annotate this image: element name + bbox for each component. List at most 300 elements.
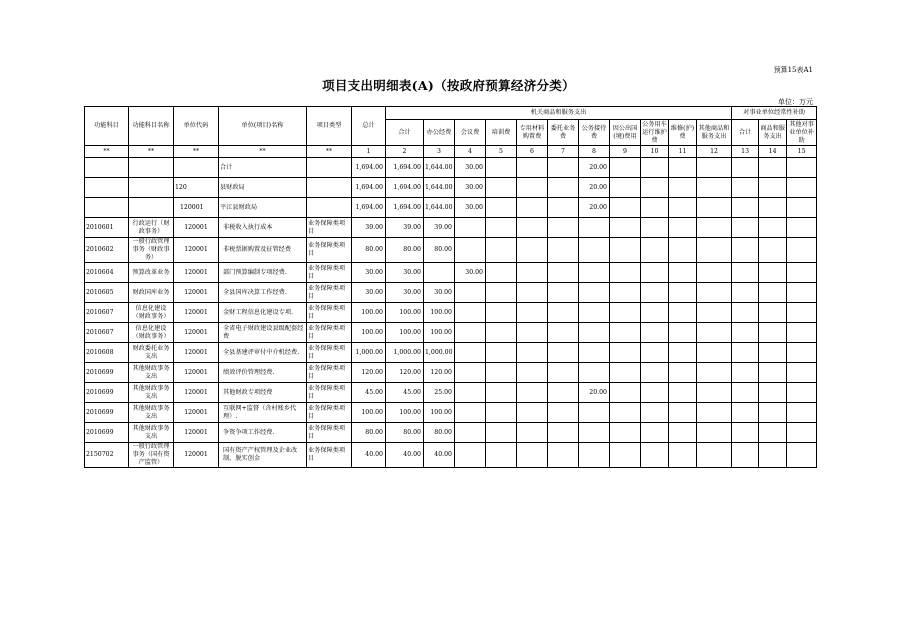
amount-cell (759, 238, 787, 263)
header-total: 总计 (352, 107, 386, 146)
amount-cell (697, 323, 732, 343)
amount-cell (610, 363, 641, 383)
amount-cell (548, 238, 579, 263)
unit-code-cell: 120001 (174, 423, 219, 443)
amount-cell (486, 238, 517, 263)
amount-cell: 39.00 (424, 218, 455, 238)
amount-cell (517, 363, 548, 383)
amount-cell (579, 218, 610, 238)
header-func-name: 功能科目名称 (129, 107, 174, 146)
amount-cell (641, 423, 669, 443)
func-name-cell: 行政运行（财政事务） (129, 218, 174, 238)
amount-cell: 100.00 (386, 303, 424, 323)
amount-cell (759, 343, 787, 363)
amount-cell (579, 343, 610, 363)
amount-cell: 1,694.00 (386, 198, 424, 218)
amount-cell (486, 218, 517, 238)
table-row (85, 423, 817, 443)
amount-cell (486, 423, 517, 443)
amount-cell (641, 158, 669, 178)
summary-row (85, 178, 817, 198)
amount-cell (579, 238, 610, 263)
amount-cell: 1,644.00 (424, 178, 455, 198)
column-index-cell: ** (129, 146, 174, 158)
project-name-cell: 绩效评价管理经费. (219, 363, 307, 383)
amount-cell (548, 383, 579, 403)
amount-cell: 100.00 (386, 403, 424, 423)
amount-cell: 1,694.00 (386, 158, 424, 178)
amount-cell: 45.00 (352, 383, 386, 403)
unit-code-cell: 120001 (174, 383, 219, 403)
amount-cell (669, 403, 697, 423)
project-name-cell: 全县基建评审付中介机经费. (219, 343, 307, 363)
amount-cell (697, 343, 732, 363)
amount-cell (517, 383, 548, 403)
amount-cell (759, 303, 787, 323)
header-group-agency-goods: 机关商品和服务支出 (386, 107, 732, 120)
amount-cell (517, 423, 548, 443)
amount-cell (610, 403, 641, 423)
table-row (85, 443, 817, 468)
amount-cell (455, 403, 486, 423)
amount-cell (548, 363, 579, 383)
amount-cell (697, 198, 732, 218)
func-code-cell: 2010699 (85, 423, 129, 443)
table-row (85, 363, 817, 383)
amount-cell (517, 343, 548, 363)
amount-cell (787, 403, 817, 423)
func-name-cell: 财政国库业务 (129, 283, 174, 303)
amount-cell (732, 238, 759, 263)
table-row (85, 263, 817, 283)
amount-cell (759, 158, 787, 178)
amount-cell (548, 198, 579, 218)
amount-cell (669, 238, 697, 263)
amount-cell: 25.00 (424, 383, 455, 403)
project-type-cell: 业务保障类项目 (307, 383, 352, 403)
amount-cell (548, 303, 579, 323)
amount-cell (610, 423, 641, 443)
func-name-cell: 其他财政事务支出 (129, 383, 174, 403)
column-index-cell: ** (219, 146, 307, 158)
header-unit-name: 单位(项目)名称 (219, 107, 307, 146)
amount-cell (669, 343, 697, 363)
amount-cell (732, 363, 759, 383)
amount-cell (579, 443, 610, 468)
project-type-cell: 业务保障类项目 (307, 238, 352, 263)
amount-cell (579, 303, 610, 323)
amount-cell: 30.00 (386, 283, 424, 303)
amount-cell (732, 303, 759, 323)
amount-cell (610, 303, 641, 323)
amount-cell (486, 263, 517, 283)
amount-cell (517, 323, 548, 343)
amount-cell (486, 158, 517, 178)
project-type-cell (307, 158, 352, 178)
func-name-cell: 其他财政事务支出 (129, 423, 174, 443)
column-index-row (85, 146, 817, 158)
header-a-col: 其他商品和服务支出 (697, 120, 732, 146)
table-row (85, 218, 817, 238)
amount-cell: 30.00 (386, 263, 424, 283)
amount-cell (787, 383, 817, 403)
table-row (85, 238, 817, 263)
amount-cell (486, 178, 517, 198)
amount-cell (697, 363, 732, 383)
amount-cell: 40.00 (352, 443, 386, 468)
amount-cell (486, 363, 517, 383)
header-a-col: 培训费 (486, 120, 517, 146)
amount-cell (697, 423, 732, 443)
project-name-cell: 合计 (219, 158, 307, 178)
header-a-col: 办公经费 (424, 120, 455, 146)
column-index-cell: 8 (579, 146, 610, 158)
project-name-cell: 全县国库决算工作经费. (219, 283, 307, 303)
amount-cell (697, 443, 732, 468)
header-a-col: 会议费 (455, 120, 486, 146)
unit-code-cell: 120001 (174, 263, 219, 283)
amount-cell (669, 218, 697, 238)
amount-cell: 80.00 (352, 423, 386, 443)
amount-cell: 100.00 (424, 303, 455, 323)
amount-cell: 30.00 (455, 263, 486, 283)
project-name-cell: 非税票据购置及征管经费 (219, 238, 307, 263)
amount-cell (517, 303, 548, 323)
amount-cell (787, 158, 817, 178)
amount-cell: 30.00 (455, 198, 486, 218)
amount-cell (787, 303, 817, 323)
project-type-cell: 业务保障类项目 (307, 323, 352, 343)
func-name-cell: 财政委托业务支出 (129, 343, 174, 363)
amount-cell (732, 218, 759, 238)
amount-cell (610, 158, 641, 178)
amount-cell (732, 158, 759, 178)
amount-cell: 100.00 (424, 403, 455, 423)
amount-cell (759, 283, 787, 303)
func-name-cell: 信息化建设（财政事务） (129, 323, 174, 343)
header-unit-code: 单位代码 (174, 107, 219, 146)
amount-cell (669, 303, 697, 323)
column-index-cell: ** (85, 146, 129, 158)
form-code: 预算15表A1 (773, 66, 813, 74)
amount-cell (610, 198, 641, 218)
unit-code-cell: 120001 (174, 363, 219, 383)
amount-cell (669, 198, 697, 218)
amount-cell (610, 178, 641, 198)
amount-cell: 80.00 (352, 238, 386, 263)
amount-cell (787, 443, 817, 468)
amount-cell (548, 343, 579, 363)
amount-cell: 120.00 (386, 363, 424, 383)
project-type-cell: 业务保障类项目 (307, 363, 352, 383)
amount-cell: 30.00 (424, 283, 455, 303)
amount-cell (610, 443, 641, 468)
amount-cell (641, 263, 669, 283)
amount-cell: 1,694.00 (352, 158, 386, 178)
unit-code-cell (174, 158, 219, 178)
amount-cell (517, 178, 548, 198)
column-index-cell: 15 (787, 146, 817, 158)
amount-cell (548, 323, 579, 343)
amount-cell (787, 238, 817, 263)
func-code-cell (85, 178, 129, 198)
amount-cell (759, 263, 787, 283)
amount-cell (579, 363, 610, 383)
amount-cell: 120.00 (352, 363, 386, 383)
table-row (85, 283, 817, 303)
amount-cell: 30.00 (352, 263, 386, 283)
table-row (85, 323, 817, 343)
amount-cell (486, 303, 517, 323)
amount-cell (517, 158, 548, 178)
project-name-cell: 其他财政专项经费 (219, 383, 307, 403)
unit-code-cell: 120001 (174, 198, 219, 218)
column-index-cell: ** (174, 146, 219, 158)
amount-cell (759, 363, 787, 383)
amount-cell (455, 238, 486, 263)
column-index-cell: 10 (641, 146, 669, 158)
amount-cell (641, 403, 669, 423)
project-type-cell: 业务保障类项目 (307, 423, 352, 443)
amount-cell (732, 283, 759, 303)
func-code-cell: 2010607 (85, 303, 129, 323)
amount-cell: 1,000.00 (352, 343, 386, 363)
amount-cell (787, 263, 817, 283)
func-code-cell: 2010604 (85, 263, 129, 283)
func-code-cell: 2010602 (85, 238, 129, 263)
amount-cell (697, 263, 732, 283)
amount-cell: 80.00 (386, 423, 424, 443)
table-row (85, 403, 817, 423)
amount-cell (517, 443, 548, 468)
column-index-cell: ** (307, 146, 352, 158)
project-name-cell: 金财工程信息化建设专项. (219, 303, 307, 323)
project-name-cell: 部门预算编制专项经费. (219, 263, 307, 283)
amount-cell (455, 343, 486, 363)
amount-cell (579, 283, 610, 303)
header-project-type: 项目类型 (307, 107, 352, 146)
unit-code-cell: 120001 (174, 443, 219, 468)
unit-code-cell: 120001 (174, 403, 219, 423)
header-a-col: 专用材料购置费 (517, 120, 548, 146)
amount-cell (548, 283, 579, 303)
header-b-col: 其他对事业单位补助 (787, 120, 817, 146)
amount-cell (486, 443, 517, 468)
header-b-col: 合计 (732, 120, 759, 146)
amount-cell (759, 383, 787, 403)
amount-cell (787, 178, 817, 198)
amount-cell (759, 218, 787, 238)
column-index-cell: 12 (697, 146, 732, 158)
amount-cell (732, 403, 759, 423)
header-a-col: 公务用车运行维护费 (642, 120, 667, 144)
func-code-cell: 2010699 (85, 363, 129, 383)
header-a-col: 合计 (386, 120, 424, 146)
func-code-cell: 2010607 (85, 323, 129, 343)
func-name-cell: 其他财政事务支出 (129, 363, 174, 383)
table-row (85, 343, 817, 363)
amount-cell (579, 263, 610, 283)
amount-cell (548, 443, 579, 468)
column-index-cell: 3 (424, 146, 455, 158)
amount-cell (732, 263, 759, 283)
project-type-cell: 业务保障类项目 (307, 218, 352, 238)
column-index-cell: 14 (759, 146, 787, 158)
amount-cell (732, 323, 759, 343)
func-code-cell (85, 198, 129, 218)
project-type-cell (307, 198, 352, 218)
amount-cell: 100.00 (352, 303, 386, 323)
amount-cell (641, 363, 669, 383)
amount-cell (455, 303, 486, 323)
amount-cell (787, 323, 817, 343)
func-code-cell: 2010605 (85, 283, 129, 303)
amount-cell (641, 198, 669, 218)
amount-cell (787, 198, 817, 218)
amount-cell (669, 178, 697, 198)
column-index-cell: 9 (610, 146, 641, 158)
amount-cell: 45.00 (386, 383, 424, 403)
amount-cell: 1,694.00 (352, 178, 386, 198)
amount-cell (697, 238, 732, 263)
amount-cell: 40.00 (386, 443, 424, 468)
amount-cell: 20.00 (579, 383, 610, 403)
amount-cell (579, 403, 610, 423)
amount-cell (759, 178, 787, 198)
func-name-cell: 一般行政管理事务（国有资产监管） (129, 443, 174, 468)
amount-cell (669, 263, 697, 283)
header-b-col: 商品和服务支出 (759, 120, 787, 146)
amount-cell (486, 383, 517, 403)
project-name-cell: 国有资产产权管理及企业改制、脱实创金 (219, 443, 307, 468)
header-a-col: 委托业务费 (548, 120, 579, 146)
amount-cell (486, 343, 517, 363)
unit-code-cell: 120001 (174, 323, 219, 343)
column-index-cell: 6 (517, 146, 548, 158)
amount-cell (455, 443, 486, 468)
amount-cell (610, 343, 641, 363)
amount-cell: 30.00 (352, 283, 386, 303)
project-name-cell: 互联网+监督（含村账乡代理）. (219, 403, 307, 423)
header-a-col: 维修(护)费 (669, 120, 697, 146)
amount-cell (641, 443, 669, 468)
amount-cell: 20.00 (579, 158, 610, 178)
amount-cell (759, 323, 787, 343)
unit-code-cell: 120001 (174, 343, 219, 363)
func-name-cell (129, 158, 174, 178)
amount-cell (787, 423, 817, 443)
project-name-cell: 平江县财政局 (219, 198, 307, 218)
amount-cell (517, 403, 548, 423)
project-name-cell: 县财政局 (219, 178, 307, 198)
amount-cell (669, 323, 697, 343)
amount-cell (787, 343, 817, 363)
amount-cell (610, 263, 641, 283)
amount-cell (641, 343, 669, 363)
summary-row (85, 198, 817, 218)
amount-cell (517, 263, 548, 283)
func-code-cell: 2150702 (85, 443, 129, 468)
amount-cell (787, 363, 817, 383)
amount-cell: 120.00 (424, 363, 455, 383)
amount-cell (732, 343, 759, 363)
table-row (85, 303, 817, 323)
amount-cell (548, 263, 579, 283)
column-index-cell: 1 (352, 146, 386, 158)
amount-cell (455, 423, 486, 443)
unit-label: 单位：万元 (778, 98, 813, 106)
amount-cell (669, 383, 697, 403)
amount-cell (732, 198, 759, 218)
column-index-cell: 11 (669, 146, 697, 158)
amount-cell: 100.00 (386, 323, 424, 343)
func-name-cell: 预算改革业务 (129, 263, 174, 283)
amount-cell (732, 383, 759, 403)
func-name-cell (129, 198, 174, 218)
amount-cell: 1,644.00 (424, 158, 455, 178)
header-group-institution-subsidy: 对事业单位经常性补助 (732, 107, 817, 120)
amount-cell (669, 158, 697, 178)
func-code-cell (85, 158, 129, 178)
amount-cell: 100.00 (352, 323, 386, 343)
amount-cell: 20.00 (579, 178, 610, 198)
amount-cell (455, 283, 486, 303)
amount-cell (610, 283, 641, 303)
amount-cell (669, 283, 697, 303)
amount-cell (548, 158, 579, 178)
amount-cell (455, 383, 486, 403)
amount-cell (455, 363, 486, 383)
unit-code-cell: 120001 (174, 238, 219, 263)
amount-cell (732, 178, 759, 198)
amount-cell (697, 403, 732, 423)
amount-cell (697, 218, 732, 238)
project-type-cell (307, 178, 352, 198)
amount-cell (641, 323, 669, 343)
amount-cell (486, 198, 517, 218)
amount-cell (517, 283, 548, 303)
amount-cell (641, 303, 669, 323)
amount-cell: 40.00 (424, 443, 455, 468)
amount-cell: 1,694.00 (352, 198, 386, 218)
amount-cell: 1,000.00 (424, 343, 455, 363)
column-index-cell: 13 (732, 146, 759, 158)
amount-cell (517, 218, 548, 238)
amount-cell: 100.00 (424, 323, 455, 343)
amount-cell: 39.00 (352, 218, 386, 238)
table-row (85, 383, 817, 403)
amount-cell: 30.00 (455, 158, 486, 178)
func-name-cell (129, 178, 174, 198)
amount-cell (641, 283, 669, 303)
amount-cell (732, 443, 759, 468)
amount-cell (486, 323, 517, 343)
amount-cell (787, 283, 817, 303)
amount-cell: 80.00 (386, 238, 424, 263)
amount-cell (759, 403, 787, 423)
project-type-cell: 业务保障类项目 (307, 403, 352, 423)
column-index-cell: 5 (486, 146, 517, 158)
func-code-cell: 2010699 (85, 403, 129, 423)
project-name-cell: 非税收入执行成本 (219, 218, 307, 238)
project-type-cell: 业务保障类项目 (307, 283, 352, 303)
amount-cell (610, 218, 641, 238)
amount-cell (548, 403, 579, 423)
func-code-cell: 2010699 (85, 383, 129, 403)
amount-cell: 30.00 (455, 178, 486, 198)
amount-cell (759, 443, 787, 468)
amount-cell: 1,644.00 (424, 198, 455, 218)
